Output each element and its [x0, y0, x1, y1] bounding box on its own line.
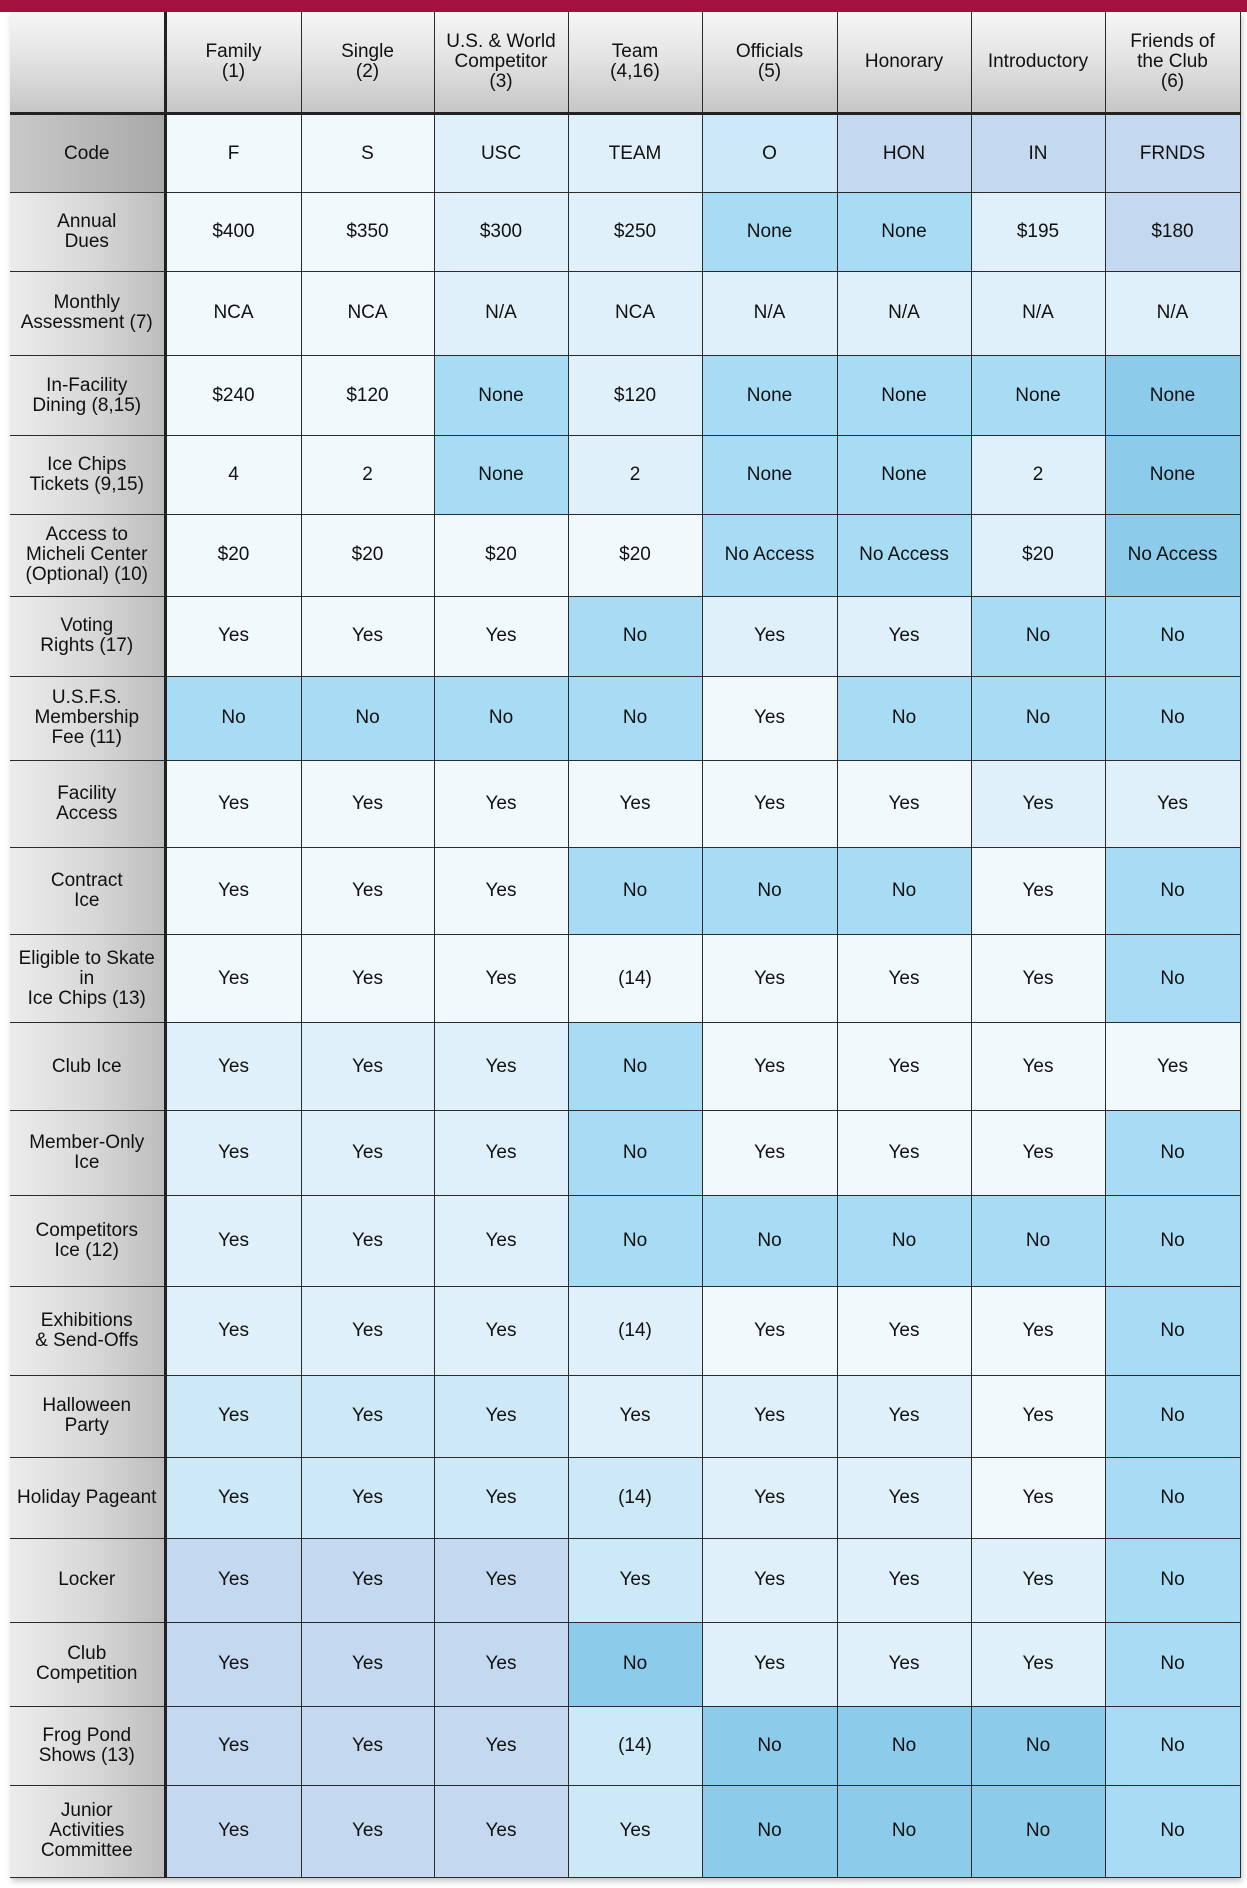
column-header-line: (4,16) — [610, 61, 660, 82]
row-label-line: Dining (8,15) — [32, 394, 142, 416]
cell-facility-access-u-s-world: Yes — [434, 760, 568, 847]
column-header-line: U.S. & World — [446, 31, 556, 52]
cell-monthly-assessment-7-introductory: N/A — [971, 272, 1105, 356]
row-label-monthly-assessment-7 — [10, 272, 165, 356]
cell-facility-access-friends-of: Yes — [1105, 760, 1240, 847]
row-label-annual-dues — [10, 193, 165, 272]
cell-competitors-ice-12-team: No — [568, 1196, 702, 1287]
cell-holiday-pageant-single: Yes — [301, 1457, 434, 1538]
row-label-line: Assessment (7) — [20, 312, 153, 334]
cell-exhibitions-send-offs-introductory: Yes — [971, 1287, 1105, 1376]
cell-club-competition-u-s-world: Yes — [434, 1622, 568, 1706]
cell-in-facility-dining-8-15-officials: None — [702, 355, 837, 435]
table-body — [10, 114, 1240, 1878]
column-header-line: Officials — [735, 41, 804, 62]
cell-contract-ice-u-s-world: Yes — [434, 848, 568, 935]
header-row — [10, 12, 1240, 114]
cell-ice-chips-tickets-9-15-single: 2 — [301, 436, 434, 515]
cell-access-to-micheli-center-optional-10-family: $20 — [165, 515, 301, 596]
cell-u-s-f-s-membership-fee-11-single: No — [301, 676, 434, 760]
cell-u-s-f-s-membership-fee-11-family: No — [165, 676, 301, 760]
cell-club-competition-introductory: Yes — [971, 1622, 1105, 1706]
cell-u-s-f-s-membership-fee-11-officials: Yes — [702, 676, 837, 760]
table-row — [10, 1287, 1240, 1376]
cell-in-facility-dining-8-15-u-s-world: None — [434, 355, 568, 435]
cell-club-ice-friends-of: Yes — [1105, 1022, 1240, 1111]
table-row — [10, 935, 1240, 1022]
cell-in-facility-dining-8-15-family: $240 — [165, 355, 301, 435]
row-label-line: Exhibitions — [40, 1310, 133, 1332]
cell-club-ice-officials: Yes — [702, 1022, 837, 1111]
table-row — [10, 114, 1240, 193]
cell-code-introductory: IN — [971, 114, 1105, 193]
cell-club-ice-team: No — [568, 1022, 702, 1111]
cell-club-ice-u-s-world: Yes — [434, 1022, 568, 1111]
table-row — [10, 1538, 1240, 1622]
column-header-team — [568, 12, 702, 114]
cell-member-only-ice-team: No — [568, 1111, 702, 1196]
column-header-officials — [702, 12, 837, 114]
cell-in-facility-dining-8-15-friends-of: None — [1105, 355, 1240, 435]
row-label-line: Eligible to Skate — [18, 947, 155, 969]
row-label-access-to-micheli-center-optional-10 — [10, 515, 165, 596]
cell-member-only-ice-honorary: Yes — [837, 1111, 971, 1196]
cell-contract-ice-team: No — [568, 848, 702, 935]
cell-contract-ice-friends-of: No — [1105, 848, 1240, 935]
cell-junior-activities-committee-friends-of: No — [1105, 1785, 1240, 1877]
cell-exhibitions-send-offs-team: (14) — [568, 1287, 702, 1376]
table-row — [10, 848, 1240, 935]
cell-holiday-pageant-team: (14) — [568, 1457, 702, 1538]
row-label-line: Dues — [64, 231, 109, 253]
top-accent-bar — [0, 0, 1247, 12]
row-label-voting-rights-17 — [10, 596, 165, 676]
column-header-line: (5) — [757, 61, 782, 82]
cell-code-single: S — [301, 114, 434, 193]
table-row — [10, 272, 1240, 356]
cell-eligible-to-skate-in-ice-chips-13-friends-of: No — [1105, 935, 1240, 1022]
cell-club-ice-introductory: Yes — [971, 1022, 1105, 1111]
cell-facility-access-single: Yes — [301, 760, 434, 847]
row-label-member-only-ice — [10, 1111, 165, 1196]
membership-table-container — [10, 12, 1240, 1878]
row-label-line: Ice — [74, 890, 100, 912]
cell-locker-single: Yes — [301, 1538, 434, 1622]
cell-locker-u-s-world: Yes — [434, 1538, 568, 1622]
cell-code-u-s-world: USC — [434, 114, 568, 193]
cell-junior-activities-committee-single: Yes — [301, 1785, 434, 1877]
cell-club-competition-single: Yes — [301, 1622, 434, 1706]
cell-u-s-f-s-membership-fee-11-team: No — [568, 676, 702, 760]
row-label-line: Party — [64, 1415, 109, 1437]
row-label-line: Activities — [49, 1820, 125, 1842]
cell-junior-activities-committee-family: Yes — [165, 1785, 301, 1877]
cell-frog-pond-shows-13-single: Yes — [301, 1706, 434, 1785]
table-row — [10, 1785, 1240, 1877]
column-header-line: (1) — [221, 61, 246, 82]
cell-junior-activities-committee-introductory: No — [971, 1785, 1105, 1877]
row-label-ice-chips-tickets-9-15 — [10, 436, 165, 515]
cell-member-only-ice-friends-of: No — [1105, 1111, 1240, 1196]
cell-in-facility-dining-8-15-honorary: None — [837, 355, 971, 435]
row-label-frog-pond-shows-13 — [10, 1706, 165, 1785]
cell-code-friends-of: FRNDS — [1105, 114, 1240, 193]
table-row — [10, 760, 1240, 847]
cell-u-s-f-s-membership-fee-11-honorary: No — [837, 676, 971, 760]
cell-facility-access-honorary: Yes — [837, 760, 971, 847]
column-header-line: Team — [611, 41, 659, 62]
column-header-single — [301, 12, 434, 114]
cell-facility-access-team: Yes — [568, 760, 702, 847]
cell-ice-chips-tickets-9-15-introductory: 2 — [971, 436, 1105, 515]
cell-contract-ice-single: Yes — [301, 848, 434, 935]
cell-exhibitions-send-offs-u-s-world: Yes — [434, 1287, 568, 1376]
table-row — [10, 193, 1240, 272]
cell-holiday-pageant-friends-of: No — [1105, 1457, 1240, 1538]
row-label-line: Ice (12) — [54, 1240, 119, 1262]
cell-u-s-f-s-membership-fee-11-introductory: No — [971, 676, 1105, 760]
cell-club-competition-officials: Yes — [702, 1622, 837, 1706]
table-row — [10, 1457, 1240, 1538]
row-label-junior-activities-committee — [10, 1785, 165, 1877]
cell-ice-chips-tickets-9-15-family: 4 — [165, 436, 301, 515]
cell-annual-dues-single: $350 — [301, 193, 434, 272]
row-label-eligible-to-skate-in-ice-chips-13 — [10, 935, 165, 1022]
cell-competitors-ice-12-single: Yes — [301, 1196, 434, 1287]
row-label-line: U.S.F.S. — [51, 687, 122, 709]
cell-annual-dues-family: $400 — [165, 193, 301, 272]
row-label-halloween-party — [10, 1376, 165, 1457]
cell-code-family: F — [165, 114, 301, 193]
row-label-line: Micheli Center — [26, 544, 148, 566]
cell-monthly-assessment-7-honorary: N/A — [837, 272, 971, 356]
cell-locker-introductory: Yes — [971, 1538, 1105, 1622]
cell-frog-pond-shows-13-u-s-world: Yes — [434, 1706, 568, 1785]
cell-eligible-to-skate-in-ice-chips-13-introductory: Yes — [971, 935, 1105, 1022]
cell-halloween-party-honorary: Yes — [837, 1376, 971, 1457]
column-header-line: Honorary — [864, 51, 944, 72]
cell-exhibitions-send-offs-officials: Yes — [702, 1287, 837, 1376]
table-row — [10, 355, 1240, 435]
cell-junior-activities-committee-team: Yes — [568, 1785, 702, 1877]
column-header-line: Single — [341, 41, 394, 62]
cell-code-officials: O — [702, 114, 837, 193]
column-header-u-s-world — [434, 12, 568, 114]
row-label-club-ice — [10, 1022, 165, 1111]
table-row — [10, 1376, 1240, 1457]
column-header-line: Competitor — [454, 51, 548, 72]
cell-club-ice-family: Yes — [165, 1022, 301, 1111]
cell-competitors-ice-12-introductory: No — [971, 1196, 1105, 1287]
cell-voting-rights-17-officials: Yes — [702, 596, 837, 676]
cell-in-facility-dining-8-15-team: $120 — [568, 355, 702, 435]
cell-holiday-pageant-introductory: Yes — [971, 1457, 1105, 1538]
cell-holiday-pageant-officials: Yes — [702, 1457, 837, 1538]
cell-eligible-to-skate-in-ice-chips-13-u-s-world: Yes — [434, 935, 568, 1022]
cell-annual-dues-team: $250 — [568, 193, 702, 272]
row-label-line: Ice Chips (13) — [27, 987, 146, 1009]
row-label-line: Fee (11) — [51, 727, 122, 749]
cell-locker-honorary: Yes — [837, 1538, 971, 1622]
cell-eligible-to-skate-in-ice-chips-13-family: Yes — [165, 935, 301, 1022]
row-label-line: Annual — [57, 211, 117, 233]
row-label-competitors-ice-12 — [10, 1196, 165, 1287]
cell-code-honorary: HON — [837, 114, 971, 193]
cell-halloween-party-team: Yes — [568, 1376, 702, 1457]
row-label-line: In-Facility — [46, 374, 128, 396]
cell-voting-rights-17-honorary: Yes — [837, 596, 971, 676]
cell-member-only-ice-u-s-world: Yes — [434, 1111, 568, 1196]
cell-competitors-ice-12-family: Yes — [165, 1196, 301, 1287]
cell-code-team: TEAM — [568, 114, 702, 193]
cell-annual-dues-officials: None — [702, 193, 837, 272]
cell-halloween-party-friends-of: No — [1105, 1376, 1240, 1457]
cell-u-s-f-s-membership-fee-11-friends-of: No — [1105, 676, 1240, 760]
row-label-line: Locker — [58, 1569, 116, 1591]
cell-access-to-micheli-center-optional-10-single: $20 — [301, 515, 434, 596]
table-row — [10, 436, 1240, 515]
column-header-friends-of — [1105, 12, 1240, 114]
cell-club-competition-team: No — [568, 1622, 702, 1706]
cell-halloween-party-introductory: Yes — [971, 1376, 1105, 1457]
cell-competitors-ice-12-officials: No — [702, 1196, 837, 1287]
row-label-line: Tickets (9,15) — [29, 474, 144, 496]
row-label-line: Membership — [34, 707, 140, 729]
row-label-contract-ice — [10, 848, 165, 935]
cell-facility-access-introductory: Yes — [971, 760, 1105, 847]
cell-club-ice-single: Yes — [301, 1022, 434, 1111]
cell-club-ice-honorary: Yes — [837, 1022, 971, 1111]
cell-voting-rights-17-single: Yes — [301, 596, 434, 676]
cell-monthly-assessment-7-u-s-world: N/A — [434, 272, 568, 356]
cell-member-only-ice-introductory: Yes — [971, 1111, 1105, 1196]
cell-locker-friends-of: No — [1105, 1538, 1240, 1622]
cell-facility-access-officials: Yes — [702, 760, 837, 847]
row-label-line: Club — [67, 1643, 107, 1665]
table-row — [10, 1706, 1240, 1785]
cell-access-to-micheli-center-optional-10-introductory: $20 — [971, 515, 1105, 596]
cell-halloween-party-u-s-world: Yes — [434, 1376, 568, 1457]
cell-access-to-micheli-center-optional-10-officials: No Access — [702, 515, 837, 596]
column-header-family — [165, 12, 301, 114]
row-label-line: & Send-Offs — [35, 1330, 139, 1352]
cell-ice-chips-tickets-9-15-officials: None — [702, 436, 837, 515]
cell-contract-ice-honorary: No — [837, 848, 971, 935]
column-header-line: Family — [205, 41, 262, 62]
row-label-line: Frog Pond — [42, 1724, 132, 1746]
column-header-line: (6) — [1160, 71, 1185, 92]
row-label-line: Contract — [50, 870, 123, 892]
column-header-introductory — [971, 12, 1105, 114]
row-label-in-facility-dining-8-15 — [10, 355, 165, 435]
cell-competitors-ice-12-u-s-world: Yes — [434, 1196, 568, 1287]
cell-contract-ice-officials: No — [702, 848, 837, 935]
cell-frog-pond-shows-13-friends-of: No — [1105, 1706, 1240, 1785]
cell-holiday-pageant-honorary: Yes — [837, 1457, 971, 1538]
row-label-line: Access — [56, 802, 118, 824]
cell-frog-pond-shows-13-officials: No — [702, 1706, 837, 1785]
row-label-line: (Optional) (10) — [25, 564, 148, 586]
cell-voting-rights-17-family: Yes — [165, 596, 301, 676]
cell-monthly-assessment-7-officials: N/A — [702, 272, 837, 356]
cell-exhibitions-send-offs-honorary: Yes — [837, 1287, 971, 1376]
cell-u-s-f-s-membership-fee-11-u-s-world: No — [434, 676, 568, 760]
row-label-line: Ice Chips — [47, 454, 127, 476]
cell-voting-rights-17-team: No — [568, 596, 702, 676]
row-label-line: Competitors — [35, 1220, 138, 1242]
cell-eligible-to-skate-in-ice-chips-13-single: Yes — [301, 935, 434, 1022]
row-label-line: Code — [64, 142, 110, 164]
row-label-line: in — [79, 967, 95, 989]
table-row — [10, 596, 1240, 676]
row-label-line: Access to — [45, 524, 128, 546]
row-label-line: Rights (17) — [40, 635, 134, 657]
row-label-u-s-f-s-membership-fee-11 — [10, 676, 165, 760]
cell-halloween-party-family: Yes — [165, 1376, 301, 1457]
cell-member-only-ice-family: Yes — [165, 1111, 301, 1196]
cell-exhibitions-send-offs-single: Yes — [301, 1287, 434, 1376]
cell-exhibitions-send-offs-family: Yes — [165, 1287, 301, 1376]
cell-annual-dues-introductory: $195 — [971, 193, 1105, 272]
cell-frog-pond-shows-13-family: Yes — [165, 1706, 301, 1785]
cell-frog-pond-shows-13-introductory: No — [971, 1706, 1105, 1785]
cell-voting-rights-17-u-s-world: Yes — [434, 596, 568, 676]
cell-in-facility-dining-8-15-introductory: None — [971, 355, 1105, 435]
cell-access-to-micheli-center-optional-10-u-s-world: $20 — [434, 515, 568, 596]
row-label-line: Ice — [74, 1152, 100, 1174]
cell-locker-officials: Yes — [702, 1538, 837, 1622]
cell-ice-chips-tickets-9-15-honorary: None — [837, 436, 971, 515]
cell-exhibitions-send-offs-friends-of: No — [1105, 1287, 1240, 1376]
cell-access-to-micheli-center-optional-10-honorary: No Access — [837, 515, 971, 596]
cell-member-only-ice-officials: Yes — [702, 1111, 837, 1196]
cell-annual-dues-friends-of: $180 — [1105, 193, 1240, 272]
row-label-locker — [10, 1538, 165, 1622]
cell-access-to-micheli-center-optional-10-friends-of: No Access — [1105, 515, 1240, 596]
cell-junior-activities-committee-honorary: No — [837, 1785, 971, 1877]
row-label-line: Shows (13) — [38, 1744, 135, 1766]
column-header-line: Friends of — [1130, 31, 1215, 52]
cell-ice-chips-tickets-9-15-team: 2 — [568, 436, 702, 515]
table-row — [10, 1196, 1240, 1287]
table-row — [10, 1022, 1240, 1111]
cell-competitors-ice-12-friends-of: No — [1105, 1196, 1240, 1287]
cell-junior-activities-committee-u-s-world: Yes — [434, 1785, 568, 1877]
cell-club-competition-friends-of: No — [1105, 1622, 1240, 1706]
cell-member-only-ice-single: Yes — [301, 1111, 434, 1196]
row-label-line: Monthly — [53, 292, 121, 314]
cell-annual-dues-u-s-world: $300 — [434, 193, 568, 272]
column-header-line: Introductory — [987, 51, 1089, 72]
cell-in-facility-dining-8-15-single: $120 — [301, 355, 434, 435]
cell-ice-chips-tickets-9-15-u-s-world: None — [434, 436, 568, 515]
row-label-line: Facility — [57, 782, 117, 804]
cell-voting-rights-17-introductory: No — [971, 596, 1105, 676]
cell-club-competition-honorary: Yes — [837, 1622, 971, 1706]
row-label-line: Club Ice — [51, 1055, 122, 1077]
cell-eligible-to-skate-in-ice-chips-13-honorary: Yes — [837, 935, 971, 1022]
row-label-line: Holiday Pageant — [17, 1486, 157, 1508]
cell-locker-family: Yes — [165, 1538, 301, 1622]
cell-frog-pond-shows-13-team: (14) — [568, 1706, 702, 1785]
cell-voting-rights-17-friends-of: No — [1105, 596, 1240, 676]
cell-access-to-micheli-center-optional-10-team: $20 — [568, 515, 702, 596]
cell-halloween-party-single: Yes — [301, 1376, 434, 1457]
cell-contract-ice-introductory: Yes — [971, 848, 1105, 935]
row-label-club-competition — [10, 1622, 165, 1706]
cell-facility-access-family: Yes — [165, 760, 301, 847]
cell-eligible-to-skate-in-ice-chips-13-officials: Yes — [702, 935, 837, 1022]
row-label-line: Junior — [60, 1800, 113, 1822]
membership-comparison-table — [10, 12, 1241, 1878]
table-row — [10, 1622, 1240, 1706]
cell-frog-pond-shows-13-honorary: No — [837, 1706, 971, 1785]
cell-junior-activities-committee-officials: No — [702, 1785, 837, 1877]
column-header-line: the Club — [1137, 51, 1208, 72]
cell-eligible-to-skate-in-ice-chips-13-team: (14) — [568, 935, 702, 1022]
row-label-line: Committee — [40, 1840, 133, 1862]
cell-contract-ice-family: Yes — [165, 848, 301, 935]
table-row — [10, 1111, 1240, 1196]
row-label-line: Voting — [60, 615, 114, 637]
cell-halloween-party-officials: Yes — [702, 1376, 837, 1457]
table-row — [10, 676, 1240, 760]
column-header-line: (3) — [489, 71, 513, 92]
row-label-line: Competition — [36, 1663, 138, 1685]
corner-cell — [10, 12, 165, 114]
cell-monthly-assessment-7-family: NCA — [165, 272, 301, 356]
row-label-exhibitions-send-offs — [10, 1287, 165, 1376]
cell-holiday-pageant-u-s-world: Yes — [434, 1457, 568, 1538]
cell-locker-team: Yes — [568, 1538, 702, 1622]
cell-annual-dues-honorary: None — [837, 193, 971, 272]
row-label-line: Halloween — [42, 1395, 132, 1417]
cell-club-competition-family: Yes — [165, 1622, 301, 1706]
cell-monthly-assessment-7-friends-of: N/A — [1105, 272, 1240, 356]
cell-monthly-assessment-7-single: NCA — [301, 272, 434, 356]
column-header-honorary — [837, 12, 971, 114]
cell-competitors-ice-12-honorary: No — [837, 1196, 971, 1287]
cell-holiday-pageant-family: Yes — [165, 1457, 301, 1538]
row-label-holiday-pageant — [10, 1457, 165, 1538]
table-row — [10, 515, 1240, 596]
column-header-line: (2) — [355, 61, 380, 82]
cell-monthly-assessment-7-team: NCA — [568, 272, 702, 356]
row-label-code — [10, 114, 165, 193]
cell-ice-chips-tickets-9-15-friends-of: None — [1105, 436, 1240, 515]
row-label-facility-access — [10, 760, 165, 847]
row-label-line: Member-Only — [29, 1132, 145, 1154]
